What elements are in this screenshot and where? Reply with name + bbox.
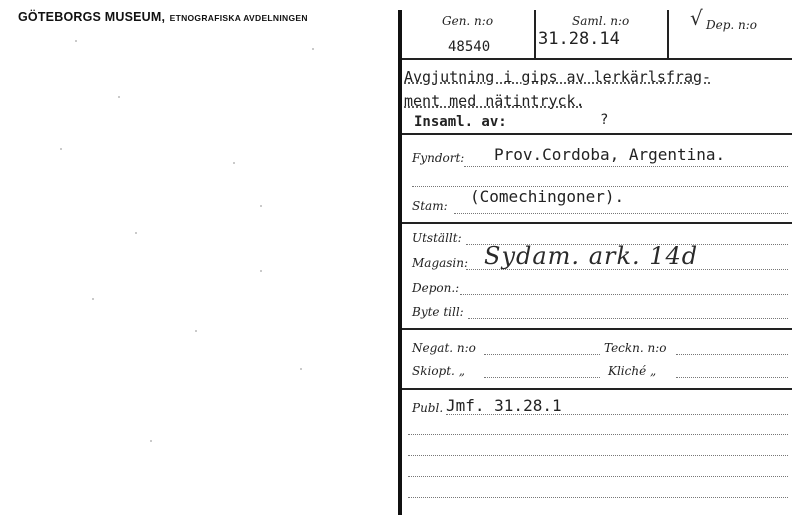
skiopt-label: Skiopt. „ bbox=[412, 364, 465, 378]
description-rule bbox=[402, 133, 792, 135]
speck bbox=[75, 40, 77, 42]
publ-label: Publ. bbox=[412, 401, 444, 415]
byte-till-line bbox=[468, 318, 788, 319]
dep-number-label: Dep. n:o bbox=[706, 18, 758, 32]
header-rule bbox=[402, 58, 792, 60]
byte-till-label: Byte till: bbox=[412, 305, 464, 319]
speck bbox=[260, 270, 262, 272]
speck bbox=[260, 205, 262, 207]
speck bbox=[135, 232, 137, 234]
museum-header bbox=[18, 8, 308, 26]
header-divider-1 bbox=[534, 10, 536, 58]
magasin-value: Sydam. ark. 14d bbox=[484, 242, 699, 270]
department-name: ETNOGRAFISKA AVDELNINGEN bbox=[169, 13, 308, 23]
speck bbox=[150, 440, 152, 442]
gen-number-label: Gen. n:o bbox=[442, 14, 494, 28]
stam-label: Stam: bbox=[412, 199, 448, 213]
speck bbox=[300, 368, 302, 370]
publ-line bbox=[446, 414, 788, 415]
saml-number-value: 31.28.14 bbox=[538, 29, 620, 49]
insaml-value: ? bbox=[600, 112, 609, 128]
magasin-label: Magasin: bbox=[412, 256, 469, 270]
description-line-1: Avgjutning i gips av lerkärlsfrag- bbox=[404, 68, 712, 86]
storage-rule bbox=[402, 328, 792, 330]
skiopt-line bbox=[484, 377, 600, 378]
stam-line bbox=[454, 213, 788, 214]
speck bbox=[60, 148, 62, 150]
blank-line bbox=[408, 455, 788, 456]
header-divider-2 bbox=[667, 10, 669, 58]
speck bbox=[118, 96, 120, 98]
speck bbox=[195, 330, 197, 332]
depon-line bbox=[460, 294, 788, 295]
blank-line bbox=[408, 476, 788, 477]
institution-name: GÖTEBORGS MUSEUM, bbox=[18, 10, 166, 24]
negat-label: Negat. n:o bbox=[412, 341, 476, 355]
saml-number-label: Saml. n:o bbox=[572, 14, 630, 28]
description-line-2: ment med nätintryck. bbox=[404, 92, 585, 110]
stam-value: (Comechingoner). bbox=[470, 187, 625, 206]
fyndort-label: Fyndort: bbox=[412, 151, 465, 165]
images-rule bbox=[402, 388, 792, 390]
catalog-card bbox=[398, 0, 800, 517]
speck bbox=[233, 162, 235, 164]
publ-value: Jmf. 31.28.1 bbox=[446, 396, 562, 415]
depon-label: Depon.: bbox=[412, 281, 460, 295]
fyndort-line bbox=[464, 166, 788, 167]
blank-line bbox=[408, 434, 788, 435]
dep-check-mark: √ bbox=[690, 6, 704, 30]
fyndort-value: Prov.Cordoba, Argentina. bbox=[494, 145, 726, 164]
card-left-border bbox=[398, 10, 402, 515]
blank-line bbox=[408, 497, 788, 498]
speck bbox=[312, 48, 314, 50]
speck bbox=[92, 298, 94, 300]
teckn-line bbox=[676, 354, 788, 355]
kliche-label: Kliché „ bbox=[608, 364, 657, 378]
negat-line bbox=[484, 354, 600, 355]
origin-rule bbox=[402, 222, 792, 224]
gen-number-value: 48540 bbox=[448, 39, 491, 55]
teckn-label: Teckn. n:o bbox=[604, 341, 667, 355]
kliche-line bbox=[676, 377, 788, 378]
insaml-label: Insaml. av: bbox=[414, 114, 507, 130]
utstallt-label: Utställt: bbox=[412, 231, 462, 245]
